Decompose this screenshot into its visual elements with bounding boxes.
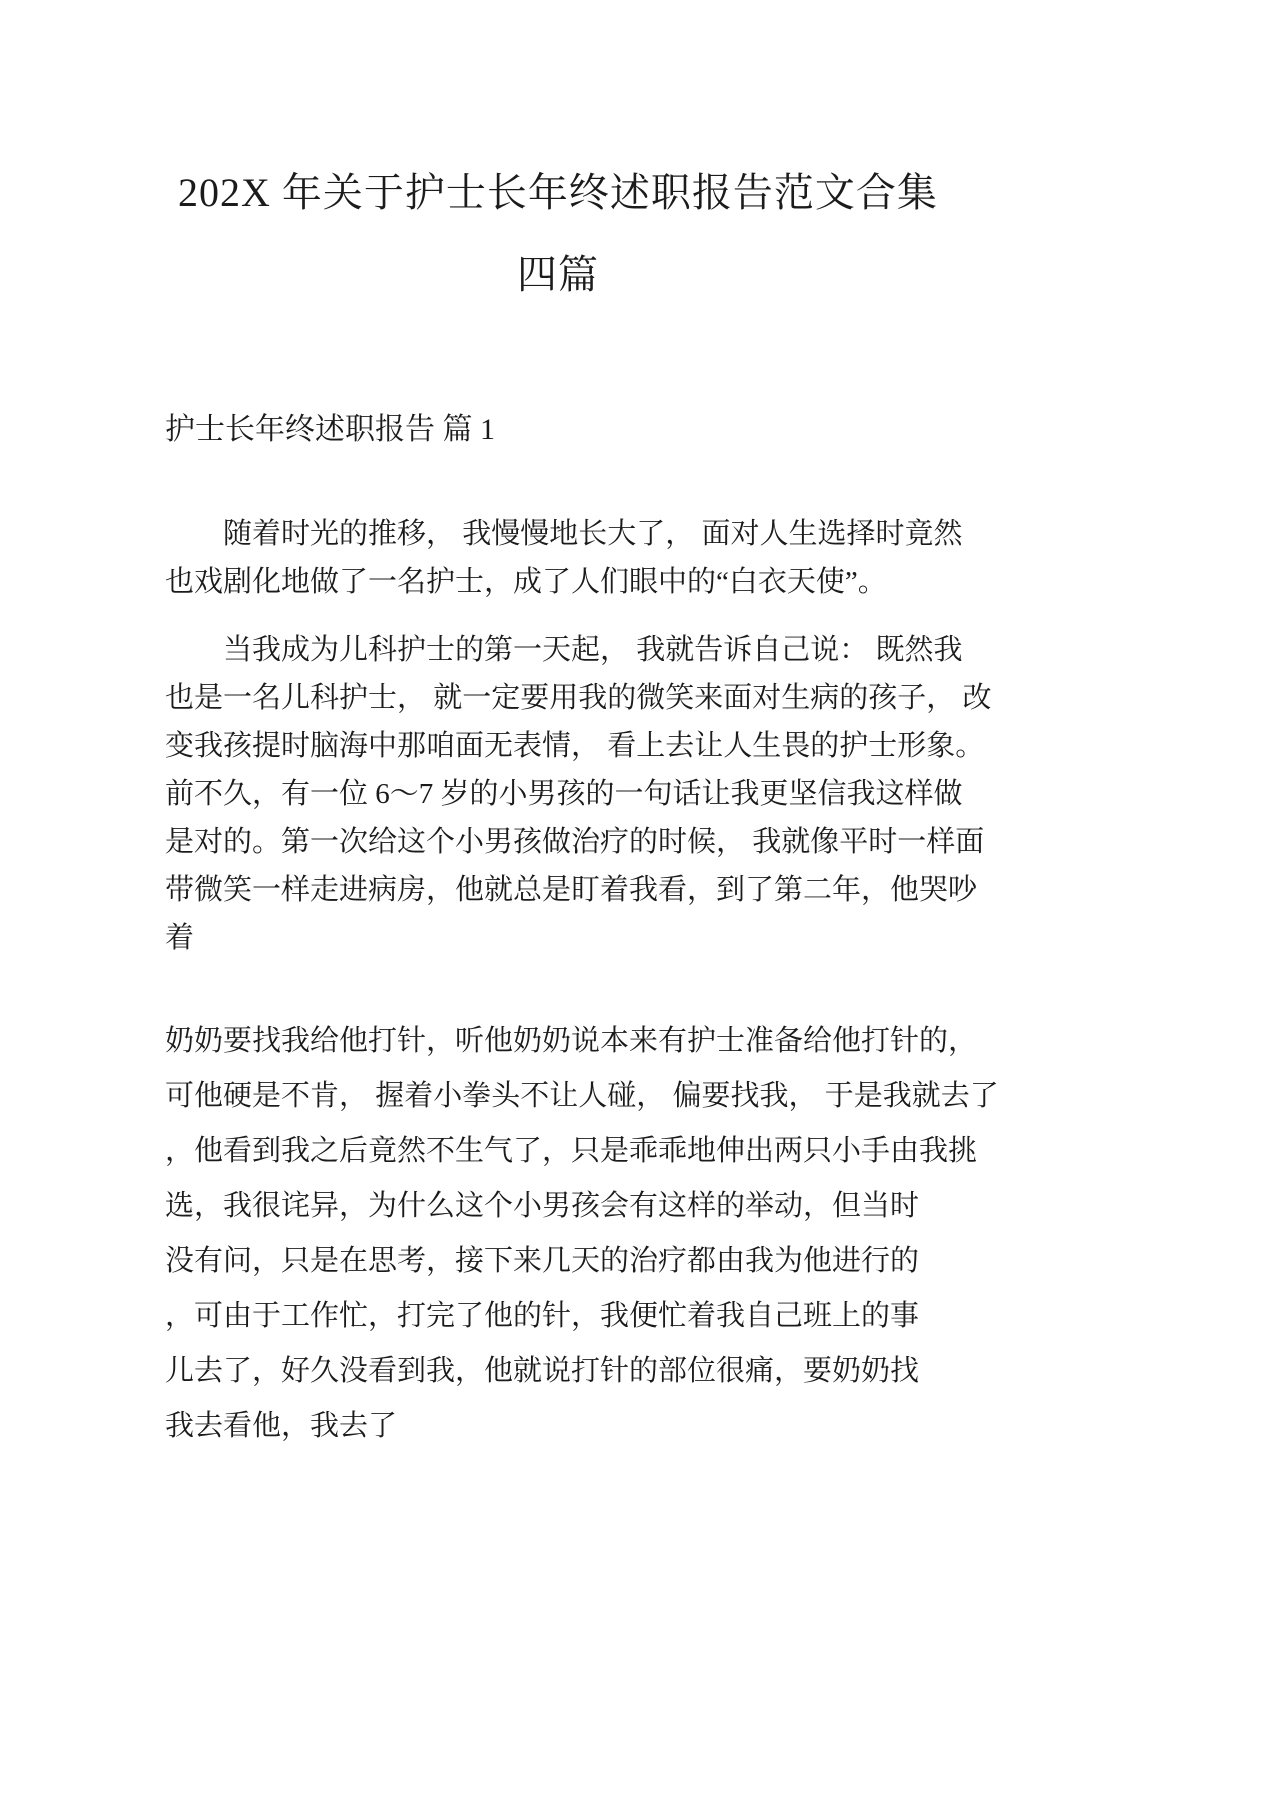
text-line: 当我成为儿科护士的第一天起， 我就告诉自己说： 既然我 [223, 634, 963, 666]
text-line: 变我孩提时脑海中那咱面无表情， 看上去让人生畏的护士形象。 [165, 730, 985, 762]
text-line: 我去看他，我去了 [165, 1410, 398, 1442]
section-heading: 护士长年终述职报告 篇 1 [165, 413, 495, 446]
paragraph [165, 510, 963, 606]
title-line-1: 202X 年关于护士长年终述职报告范文合集 [178, 170, 938, 215]
text-line: ，可由于工作忙，打完了他的针，我便忙着我自己班上的事 [165, 1300, 920, 1332]
text-line: 着 [165, 922, 195, 954]
paragraph [165, 626, 992, 962]
text-line: 可他硬是不肯， 握着小拳头不让人碰， 偏要找我， 于是我就去了 [165, 1080, 999, 1112]
text-line: 选，我很诧异，为什么这个小男孩会有这样的举动，但当时 [165, 1190, 920, 1222]
document-body [165, 510, 999, 1454]
text-line: 是对的。第一次给这个小男孩做治疗的时候， 我就像平时一样面 [165, 826, 985, 858]
title-line-2: 四篇 [517, 252, 599, 297]
text-line: 没有问，只是在思考，接下来几天的治疗都由我为他进行的 [165, 1245, 920, 1277]
text-line: 也戏剧化地做了一名护士，成了人们眼中的“白衣天使”。 [165, 566, 887, 598]
paragraph [165, 1014, 999, 1454]
text-line: 儿去了，好久没看到我，他就说打针的部位很痛，要奶奶找 [165, 1355, 920, 1387]
text-line: 也是一名儿科护士， 就一定要用我的微笑来面对生病的孩子， 改 [165, 682, 992, 714]
text-line: 前不久，有一位 6～7 岁的小男孩的一句话让我更坚信我这样做 [165, 778, 963, 810]
document-content [165, 152, 999, 1454]
text-line: ，他看到我之后竟然不生气了，只是乖乖地伸出两只小手由我挑 [165, 1135, 978, 1167]
text-line: 奶奶要找我给他打针，听他奶奶说本来有护士准备给他打针的， [165, 1025, 978, 1057]
text-line: 随着时光的推移， 我慢慢地长大了， 面对人生选择时竟然 [223, 518, 963, 550]
text-line: 带微笑一样走进病房，他就总是盯着我看，到了第二年，他哭吵 [165, 874, 978, 906]
document-title [165, 152, 951, 316]
